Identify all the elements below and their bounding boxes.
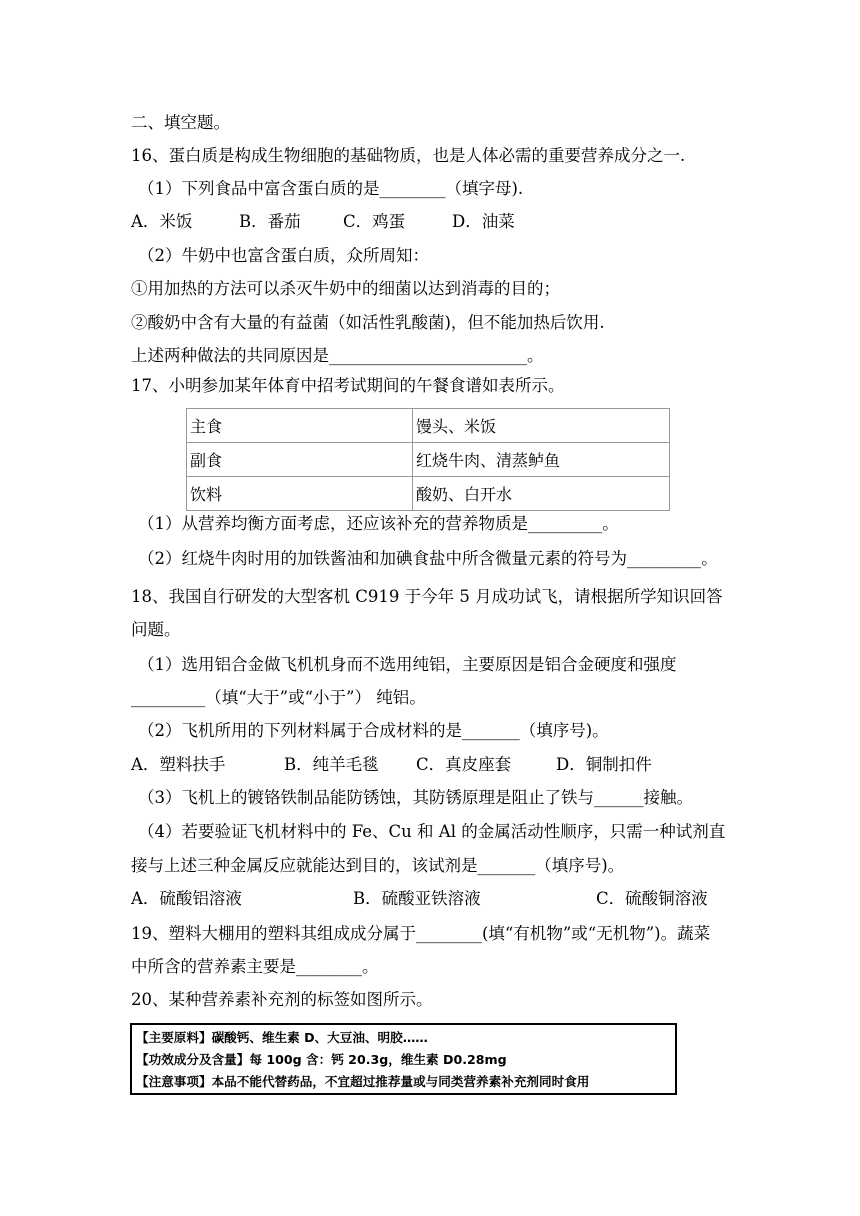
q17-part2: （2）红烧牛肉时用的加铁酱油和加碘食盐中所含微量元素的符号为_________。 (138, 549, 718, 568)
q18-option-d: D．铜制扣件 (556, 755, 652, 774)
q18-part4-option-a: A．硫酸铝溶液 (131, 889, 242, 908)
q16-item2: ②酸奶中含有大量的有益菌（如活性乳酸菌)，但不能加热后饮用. (131, 313, 605, 332)
lunch-menu-table (186, 408, 670, 511)
q16-part2: （2）牛奶中也富含蛋白质，众所周知： (138, 246, 429, 265)
supplement-label (130, 1023, 677, 1095)
q16-reason: 上述两种做法的共同原因是________________________。 (131, 346, 544, 365)
q18-part1a: （1）选用铝合金做飞机机身而不选用纯铝，主要原因是铝合金硬度和强度 (138, 655, 677, 674)
q16-stem: 16、蛋白质是构成生物细胞的基础物质，也是人体必需的重要营养成分之一. (131, 146, 686, 165)
table-cell: 酸奶、白开水 (413, 477, 670, 511)
q18-part4a: （4）若要验证飞机材料中的 Fe、Cu 和 Al 的金属活动性顺序，只需一种试剂直 (138, 822, 726, 841)
q16-option-b: B．番茄 (239, 212, 301, 231)
section-title: 二、填空题。 (131, 113, 230, 132)
q16-option-c: C．鸡蛋 (343, 212, 406, 231)
q18-part4-option-c: C．硫酸铜溶液 (596, 889, 708, 908)
q20-stem: 20、某种营养素补充剂的标签如图所示。 (131, 990, 433, 1009)
q16-item1: ①用加热的方法可以杀灭牛奶中的细菌以达到消毒的目的； (131, 279, 560, 298)
table-cell: 馒头、米饭 (413, 409, 670, 443)
q18-option-c: C．真皮座套 (416, 755, 512, 774)
q18-part4-option-b: B．硫酸亚铁溶液 (353, 889, 481, 908)
table-cell: 红烧牛肉、清蒸鲈鱼 (413, 443, 670, 477)
table-row (187, 409, 670, 443)
q18-part3: （3）飞机上的镀铬铁制品能防锈蚀，其防锈原理是阻止了铁与______接触。 (138, 788, 693, 807)
q19-line1: 19、塑料大棚用的塑料其组成成分属于________(填“有机物”或“无机物”)。蔬菜 (131, 924, 711, 943)
q18-option-a: A．塑料扶手 (131, 755, 226, 774)
label-precautions: 【注意事项】本品不能代替药品，不宜超过推荐量或与同类营养素补充剂同时食用 (136, 1074, 590, 1089)
label-main-ingredients: 【主要原料】碳酸钙、维生素 D、大豆油、明胶…… (136, 1030, 428, 1045)
q18-part2: （2）飞机所用的下列材料属于合成材料的是_______（填序号)。 (138, 721, 609, 740)
q17-part1: （1）从营养均衡方面考虑，还应该补充的营养物质是_________。 (138, 514, 619, 533)
q18-part1b: _________（填“大于”或“小于”） 纯铝。 (131, 688, 426, 707)
q18-stem-line2: 问题。 (131, 620, 181, 639)
q16-part1: （1）下列食品中富含蛋白质的是________（填字母). (138, 179, 524, 198)
q18-part4b: 接与上述三种金属反应就能达到目的，该试剂是_______（填序号)。 (131, 856, 625, 875)
q19-line2: 中所含的营养素主要是________。 (131, 957, 379, 976)
q17-stem: 17、小明参加某年体育中招考试期间的午餐食谱如表所示。 (131, 376, 565, 395)
table-cell: 主食 (187, 409, 413, 443)
table-row (187, 477, 670, 511)
q18-stem-line1: 18、我国自行研发的大型客机 C919 于今年 5 月成功试飞，请根据所学知识回答 (131, 587, 723, 606)
table-cell: 副食 (187, 443, 413, 477)
table-cell: 饮料 (187, 477, 413, 511)
q18-option-b: B．纯羊毛毯 (284, 755, 379, 774)
table-row (187, 443, 670, 477)
q16-option-a: A．米饭 (131, 212, 193, 231)
label-active-content: 【功效成分及含量】每 100g 含：钙 20.3g，维生素 D0.28mg (136, 1052, 507, 1067)
q16-option-d: D．油菜 (452, 212, 515, 231)
